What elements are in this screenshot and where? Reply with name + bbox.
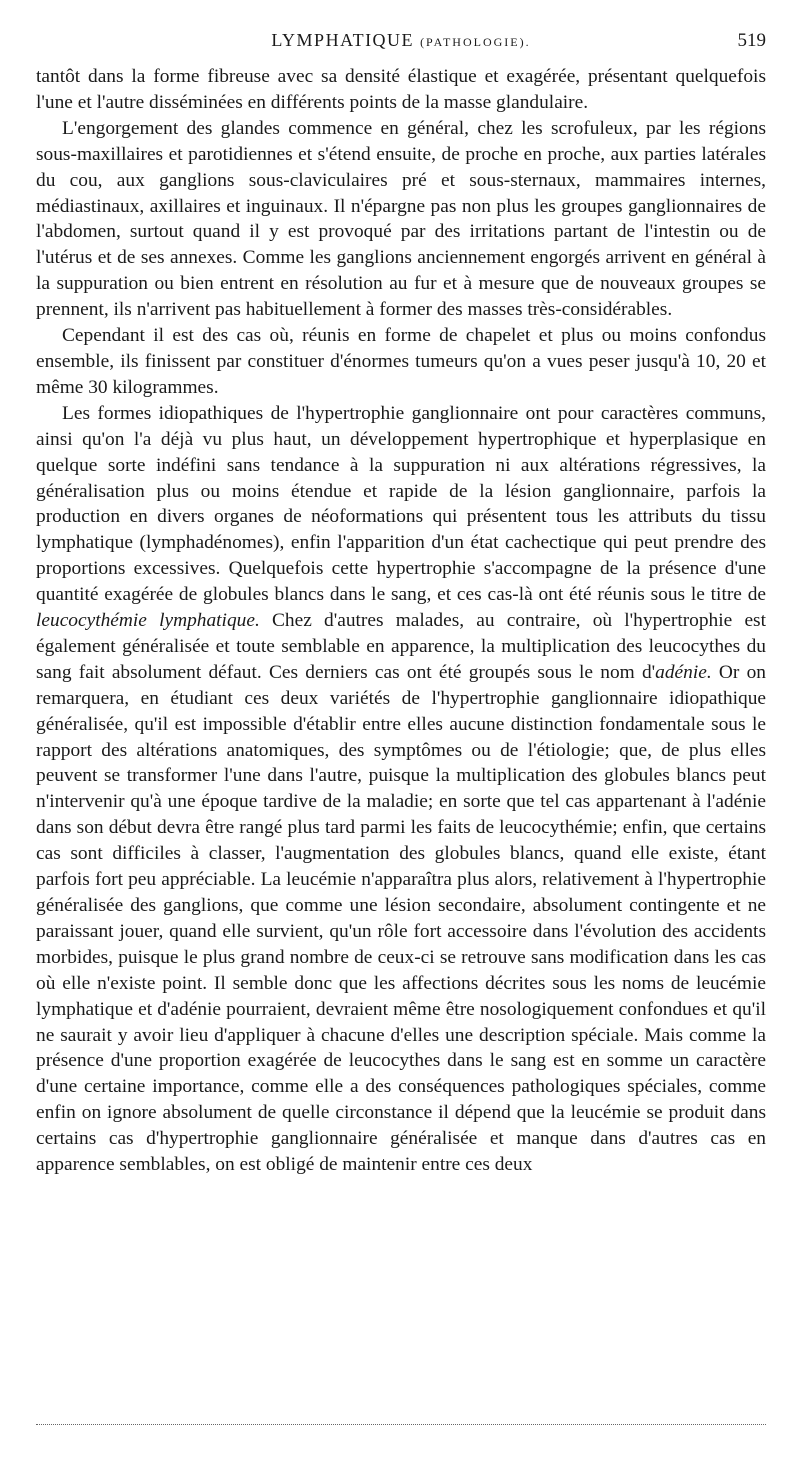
- footer-rule: [36, 1424, 766, 1425]
- paragraph-formes-idiopathiques: [36, 401, 766, 1178]
- term-adenie: adénie.: [655, 661, 712, 683]
- header-title: LYMPHATIQUE: [271, 30, 415, 50]
- page-title: [36, 30, 766, 51]
- paragraph-segment: Or on remarquera, en étudiant ces deux variétés de l'hypertrophie ganglionnaire idiopathique généralisée, qu'il est impossible d'établir entre elles aucune distinction fondamentale sous le rapport des altérations anatomiques, des symptômes ou de l'étiologie; que, de plus elles peuvent se transformer l'une dans l'autre, puisque la multiplication des globules blancs peut n'intervenir qu'à une époque tardive de la maladie; en sorte que tel cas appartenant à l'adénie dans son début devra être rangé plus tard parmi les faits de leucocythémie; enfin, que certains cas sont difficiles à classer, l'augmentation des globules blancs, quand elle existe, étant parfois fort peu appréciable. La leucémie n'apparaîtra plus alors, relativement à l'hypertrophie généralisée des ganglions, que comme une lésion secondaire, absolument contingente et ne paraissant jouer, quand elle survient, qu'un rôle fort accessoire dans l'évolution des accidents morbides, puisque le plus grand nombre de ceux-ci se retrouve sans modification dans les cas où elle n'existe point. Il semble donc que les affections décrites sous les noms de leucémie lymphatique et d'adénie pourraient, devraient même être nosologiquement confondues et qu'il ne saurait y avoir lieu d'appliquer à chacune d'elles une description spéciale. Mais comme la présence d'une proportion exagérée de leucocythes dans le sang est en somme un caractère d'une certaine importance, comme elle a des conséquences pathologiques spéciales, comme enfin on ignore absolument de quelle circonstance il dépend que la leucémie se produit dans certains cas d'hypertrophie ganglionnaire généralisée et manque dans d'autres cas en apparence semblables, on est obligé de maintenir entre ces deux: [36, 661, 766, 1176]
- page-number: 519: [737, 30, 766, 51]
- paragraph-engorgement: L'engorgement des glandes commence en général, chez les scrofuleux, par les régions sous-maxillaires et parotidiennes et s'étend ensuite, de proche en proche, aux parties latérales du cou, aux ganglions sous-claviculaires pré et sous-sternaux, mammaires internes, médiastinaux, axillaires et inguinaux. Il n'épargne pas non plus les groupes ganglionnaires de l'abdomen, surtout quand il y est provoqué par des irritations partant de l'intestin ou de l'utérus et de ses annexes. Comme les ganglions anciennement engorgés arrivent en général à la suppuration ou bien entrent en résolution au fur et à mesure que de nouveaux groupes se prennent, ils n'arrivent pas habituellement à former des masses très-considérables.: [36, 117, 766, 321]
- paragraph-segment: Les formes idiopathiques de l'hypertrophie ganglionnaire ont pour caractères communs, ainsi qu'on l'a déjà vu plus haut, un développement hypertrophique et hyperplasique en quelque sorte indéfini sans tendance à la suppuration ni aux altérations régressives, la généralisation plus ou moins étendue et rapide de la lésion ganglionnaire, parfois la production en divers organes de néoformations qui présentent tous les attributs du tissu lymphatique (lymphadénomes), enfin l'apparition d'un état cachectique qui peut prendre des proportions excessives. Quelquefois cette hypertrophie s'accompagne de la présence d'une quantité exagérée de globules blancs dans le sang, et ces cas-là ont été réunis sous le titre de: [36, 402, 766, 606]
- paragraph-continuation: tantôt dans la forme fibreuse avec sa densité élastique et exagérée, présentant quelquefois l'une et l'autre disséminées en différents points de la masse glandulaire.: [36, 66, 766, 113]
- article-body: [36, 64, 766, 1178]
- paragraph-tumeurs: Cependant il est des cas où, réunis en forme de chapelet et plus ou moins confondus ensemble, ils finissent par constituer d'énormes tumeurs qu'on a vues peser jusqu'à 10, 20 et même 30 kilogrammes.: [36, 325, 766, 398]
- paragraph-segment: Chez d'autres malades, au contraire, où l'hypertrophie est également généralisée et toute semblable en apparence, la multiplication des leucocythes du sang fait absolument défaut. Ces derniers cas ont été groupés sous le nom d': [36, 610, 766, 683]
- header-subtitle: (PATHOLOGIE).: [420, 35, 531, 49]
- term-leucocythemie: leucocythémie lymphatique.: [36, 610, 260, 632]
- running-header: [36, 30, 766, 54]
